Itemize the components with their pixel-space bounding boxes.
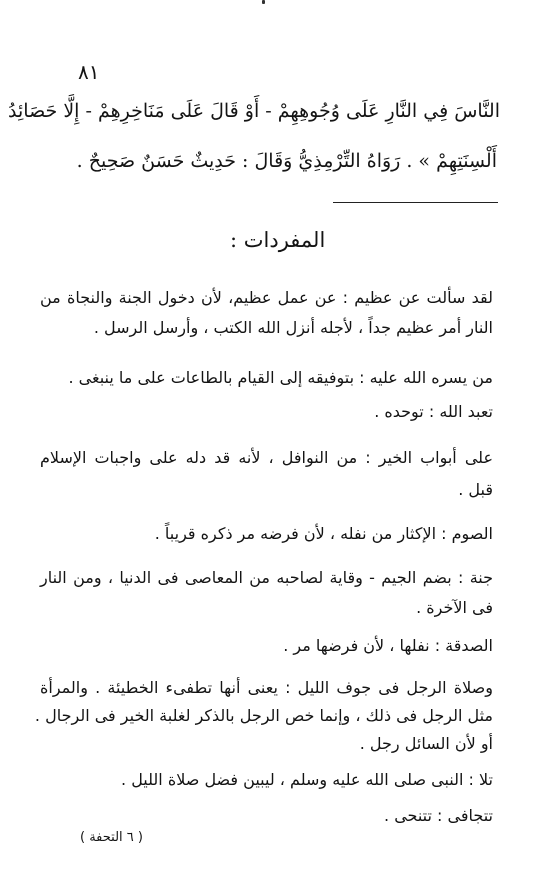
page-number: ٨١ xyxy=(78,60,100,84)
section-divider xyxy=(333,202,498,203)
text-line: قبل . xyxy=(458,480,493,499)
text-line: مثل الرجل فى ذلك ، وإنما خص الرجل بالذكر لغلبة الخير فى الرجال . xyxy=(34,706,493,725)
hadith-line-2: أَلْسِنَتِهِمْ » . رَوَاهُ التِّرْمِذِيُّ وَقَالَ : حَدِيثٌ حَسَنٌ صَحِيحٌ . xyxy=(76,150,497,172)
text-line: تتجافى : تتنحى . xyxy=(384,806,493,825)
section-heading: المفردات : xyxy=(230,228,326,252)
text-line: أو لأن السائل رجل . xyxy=(359,734,493,753)
text-line: النار أمر عظيم جداً ، لأجله أنزل الله الكتب ، وأرسل الرسل . xyxy=(93,318,493,337)
text-line: لقد سألت عن عظيم : عن عمل عظيم، لأن دخول الجنة والنجاة من xyxy=(40,288,493,307)
text-line: تعبد الله : توحده . xyxy=(374,402,493,421)
hadith-line-1: النَّاسَ فِي النَّارِ عَلَى وُجُوهِهِمْ - أَوْ قَالَ عَلَى مَنَاخِرِهِمْ - إِلَّا حَصَائِدُ xyxy=(8,100,500,122)
text-line: جنة : بضم الجيم - وقاية لصاحبه من المعاصى فى الدنيا ، ومن النار xyxy=(40,568,493,587)
text-line: على أبواب الخير : من النوافل ، لأنه قد دله على واجبات الإسلام xyxy=(40,448,493,467)
text-line: فى الآخرة . xyxy=(416,598,493,617)
text-line: الصوم : الإكثار من نفله ، لأن فرضه مر ذكره قريباً . xyxy=(154,524,493,543)
text-line: الصدقة : نفلها ، لأن فرضها مر . xyxy=(283,636,493,655)
text-line: تلا : النبى صلى الله عليه وسلم ، ليبين فضل صلاة الليل . xyxy=(121,770,493,789)
text-line: من يسره الله عليه : بتوفيقه إلى القيام بالطاعات على ما ينبغى . xyxy=(68,368,493,387)
page-mark xyxy=(262,0,265,4)
page-footer: ( ٦ التحفة ) xyxy=(80,830,143,845)
text-line: وصلاة الرجل فى جوف الليل : يعنى أنها تطفىء الخطيئة . والمرأة xyxy=(40,678,493,697)
